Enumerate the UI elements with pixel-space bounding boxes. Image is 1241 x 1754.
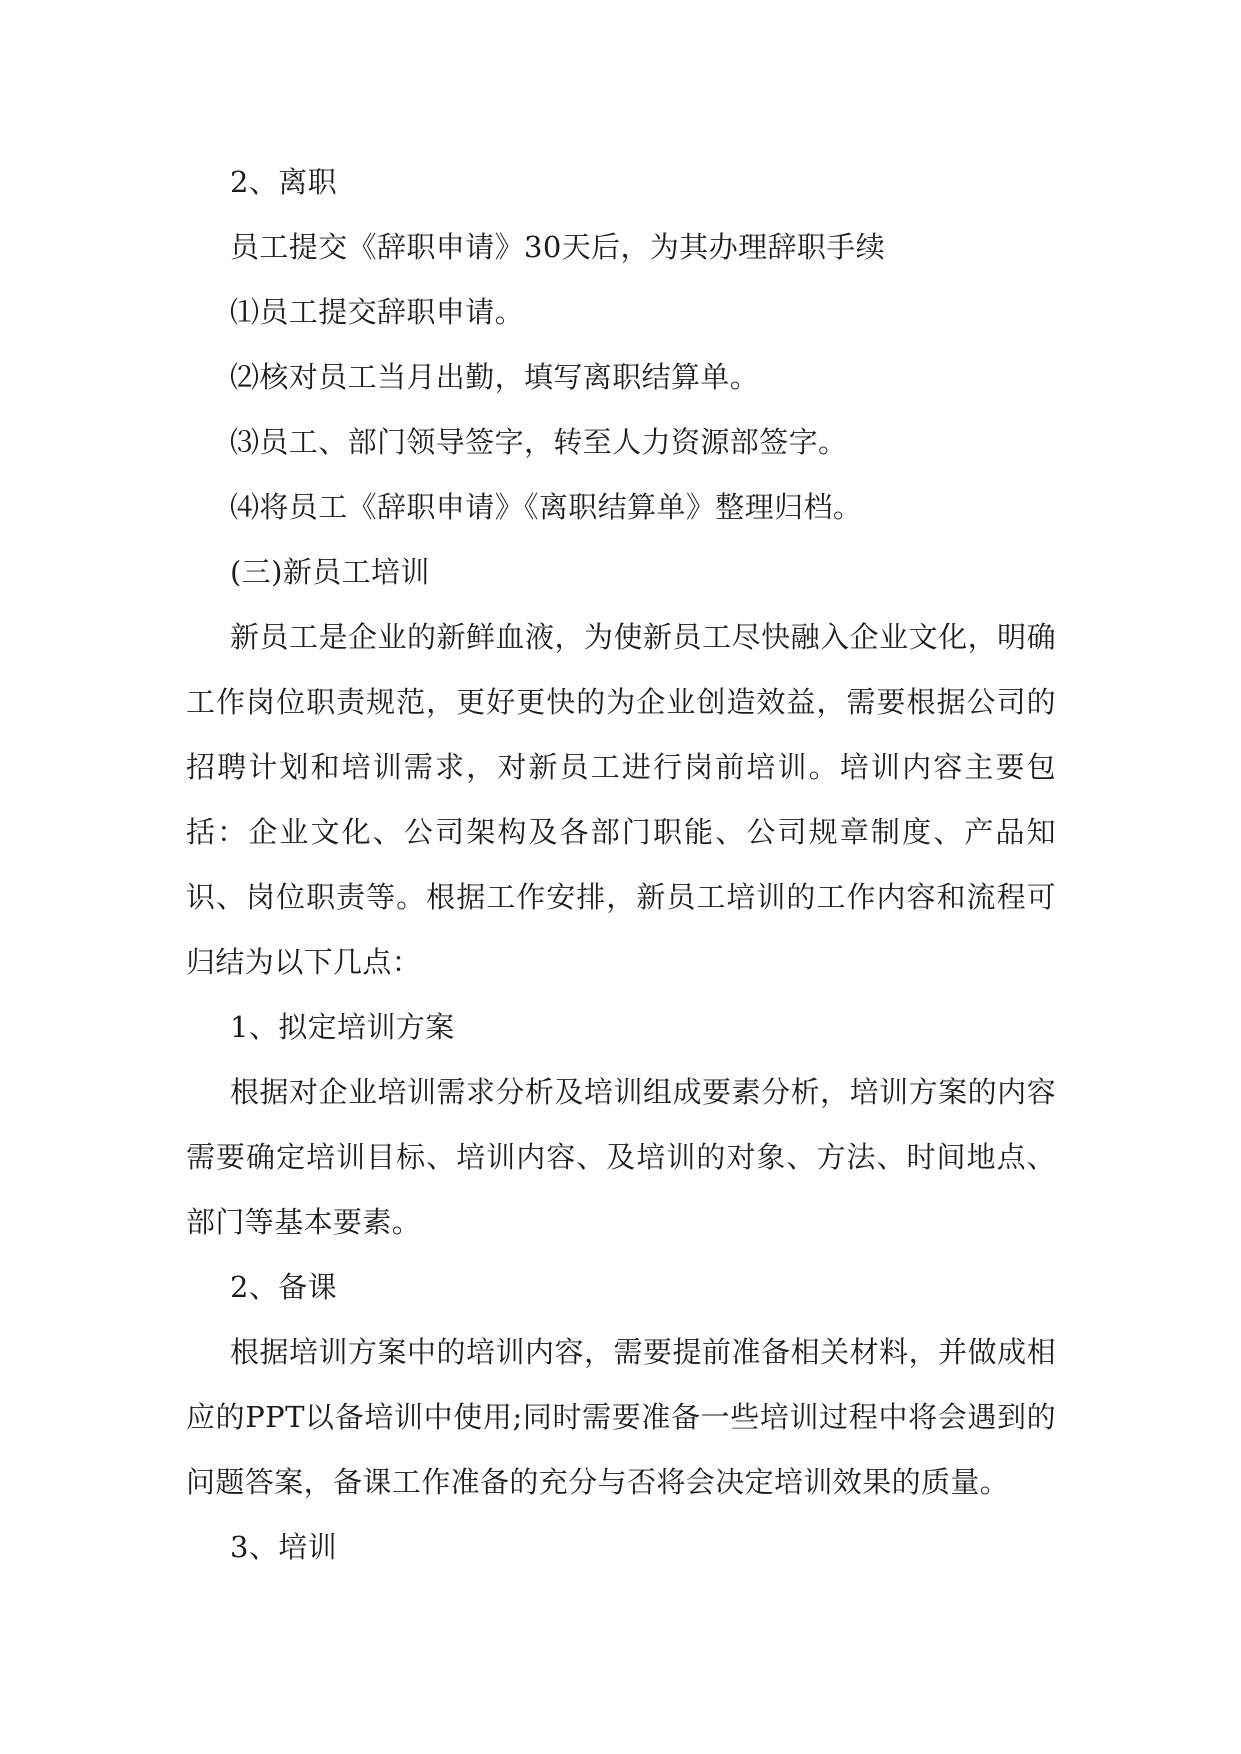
list-item-step-4: ⑷将员工《辞职申请》《离职结算单》整理归档。 (230, 490, 863, 524)
paragraph-training-plan: 根据对企业培训需求分析及培训组成要素分析，培训方案的内容需要确定培训目标、培训内容、及培训的对象、方法、时间地点、部门等基本要素。 (186, 1075, 1056, 1239)
paragraph-lesson-prep: 根据培训方案中的培训内容，需要提前准备相关材料，并做成相应的PPT以备培训中使用;同时需要准备一些培训过程中将会遇到的问题答案，备课工作准备的充分与否将会决定培训效果的质量。 (186, 1335, 1056, 1499)
subheading-training: 3、培训 (230, 1530, 338, 1564)
list-item-step-1: ⑴员工提交辞职申请。 (230, 295, 525, 329)
section-heading-new-employee-training: (三)新员工培训 (230, 555, 430, 589)
list-item-step-2: ⑵核对员工当月出勤，填写离职结算单。 (230, 360, 760, 394)
paragraph-training-overview: 新员工是企业的新鲜血液，为使新员工尽快融入企业文化，明确工作岗位职责规范，更好更快的为企业创造效益，需要根据公司的招聘计划和培训需求，对新员工进行岗前培训。培训内容主要包括：企业文化、公司架构及各部门职能、公司规章制度、产品知识、岗位职责等。根据工作安排，新员工培训的工作内容和流程可归结为以下几点： (186, 620, 1056, 979)
paragraph-resignation-intro: 员工提交《辞职申请》30天后，为其办理辞职手续 (230, 230, 886, 264)
subheading-training-plan: 1、拟定培训方案 (230, 1010, 455, 1044)
document-body (186, 150, 1056, 1580)
subheading-lesson-prep: 2、备课 (230, 1270, 338, 1304)
section-heading-resignation: 2、离职 (230, 165, 338, 199)
list-item-step-3: ⑶员工、部门领导签字，转至人力资源部签字。 (230, 425, 848, 459)
